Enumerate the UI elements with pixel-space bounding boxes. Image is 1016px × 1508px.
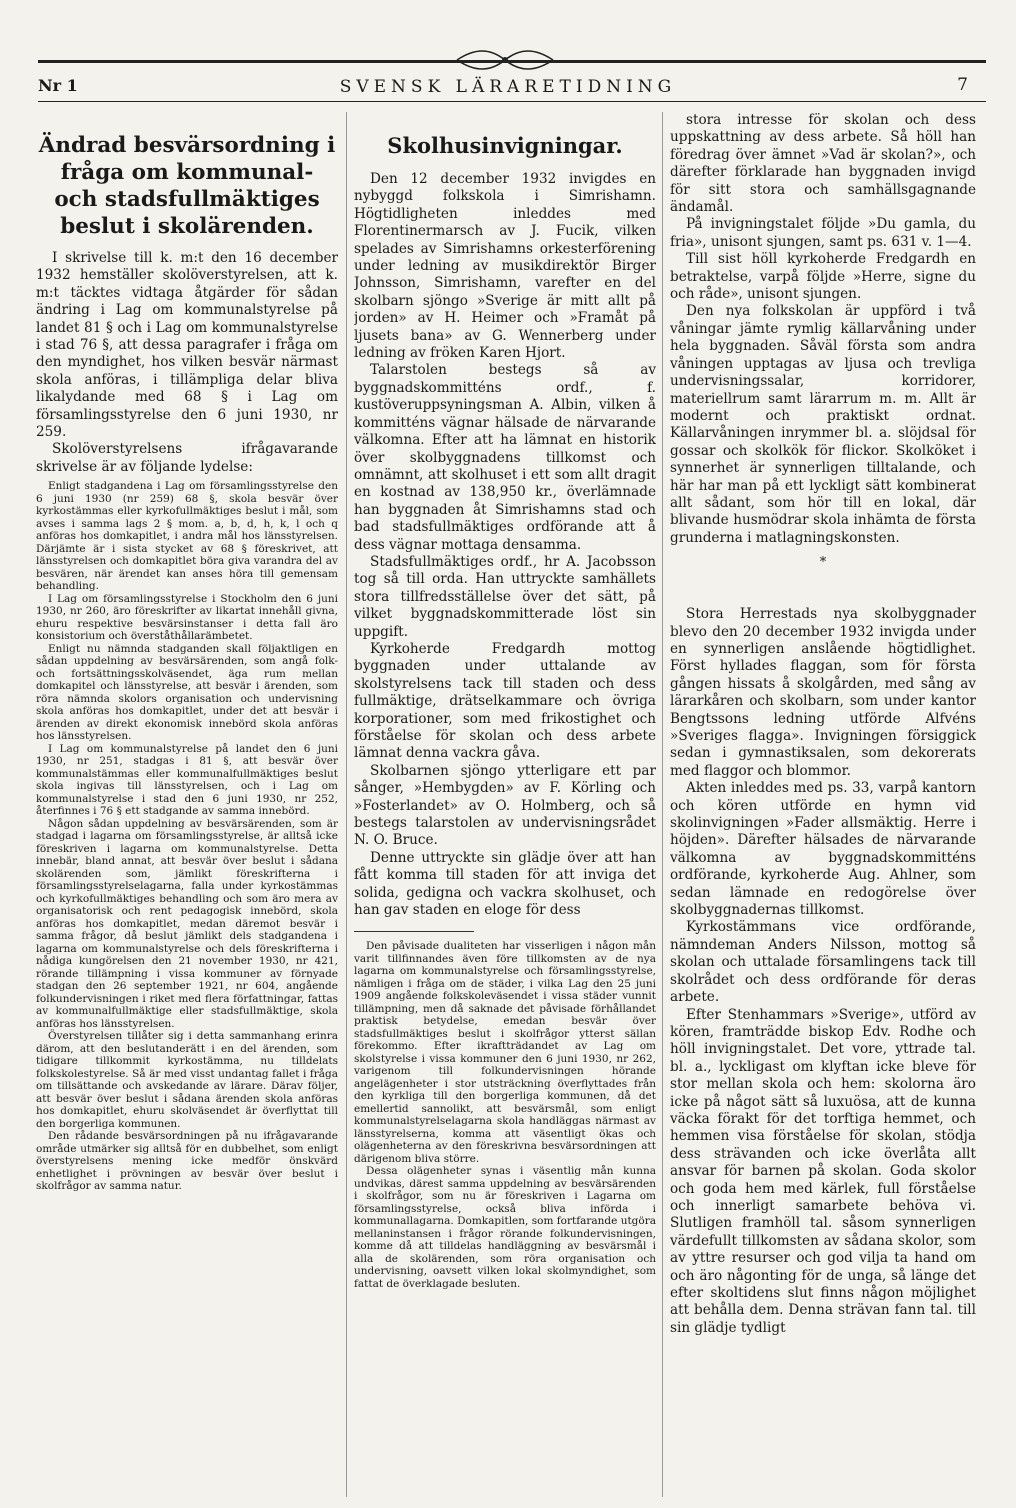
paragraph: Skolöverstyrelsens ifrågavarande skrivelse är av följande lydelse: xyxy=(36,441,338,475)
column-separator xyxy=(346,112,347,1497)
article-body xyxy=(354,171,656,919)
paragraph: Den 12 december 1932 invigdes en nybyggd folkskola i Simrishamn. Högtidligheten inleddes med Florentinermarsch av J. Fucik, vilken spelades av Simrishamns orkesterförening under ledning av musikdirektör Birger Johnsson, Simrishamn, varefter en del skolbarn sjöngo »Sverige är mitt allt på jorden» av H. Heimer och »Framåt på ljusets bana» av G. Wennerberg under ledning av fröken Karen Hjort. xyxy=(354,171,656,362)
small-paragraph: Enligt nu nämnda stadganden skall följaktligen en sådan uppdelning av besvärsärenden, som angå folk- och fortsättningsskolväsendet, äga rum mellan domkapitel och länsstyrelse, att besvär i ärenden, som röra nämnda skolors organisation och undervisning skola anföras hos domkapitlet, under det att besvär i ärenden av direkt ekonomisk innebörd skola anföras hos länsstyrelsen. xyxy=(36,642,338,743)
divider xyxy=(354,931,474,932)
column-2 xyxy=(354,112,656,1497)
page-number: 7 xyxy=(957,75,968,95)
paragraph: Skolbarnen sjöngo ytterligare ett par sånger, »Hembygden» av F. Körling och »Fosterlandet» av O. Holmberg, och så bestegs talarstolen av undervisningsrådet N. O. Bruce. xyxy=(354,762,656,849)
small-paragraph: Enligt stadgandena i Lag om församlingsstyrelse den 6 juni 1930 (nr 259) 68 §, skola besvär över kyrkostämmas eller kyrkofullmäktiges beslut i mål, som avses i samma lags 2 § mom. a, b, d, h, k, l och q anföras hos domkapitlet, i andra mål hos länsstyrelsen. Därjämte är i sista stycket av 68 § föreskrivet, att länsstyrelsen och domkapitlet böra giva varandra del av besvären, när ärendet kan anses höra till gemensam behandling. xyxy=(36,480,338,593)
article-body-continued xyxy=(670,112,976,547)
article-body-second xyxy=(670,606,976,1337)
newspaper-title: SVENSK LÄRARETIDNING xyxy=(339,77,677,97)
small-paragraph: Överstyrelsen tillåter sig i detta sammanhang erinra därom, att den beslutanderätt i en del ärenden, som tidigare tillkommit kyrkostämma, nu tilldelats folkskolestyrelse. Så är med visst undantag fallet i fråga om tillsättande och avskedande av lärare. Därav följer, att besvär över beslut i sådana ärenden skola anföras hos domkapitlet, ehuru skolväsendet är överflyttat till den borgerliga kommunen. xyxy=(36,1030,338,1130)
paragraph: Stadsfullmäktiges ordf., hr A. Jacobsson tog så till orda. Han uttryckte samhällets stora tillfredsställelse över det sätt, på vilket byggnadskommitterade löst sin uppgift. xyxy=(354,553,656,640)
paragraph: På invigningstalet följde »Du gamla, du fria», unisont sjungen, samt ps. 631 v. 1—4. xyxy=(670,216,976,250)
paragraph: Denne uttryckte sin glädje över att han fått komma till staden för att inviga det solida, gedigna och vackra skolhuset, och han gav staden en eloge för dess xyxy=(354,849,656,919)
small-paragraph: Dessa olägenheter synas i väsentlig mån kunna undvikas, därest samma uppdelning av besvärsärenden i skolfrågor, som nu är föreskriven i Lagarna om församlingsstyrelse, också bliva införda i kommunallagarna. Domkapitlen, som fortfarande utgöra mellaninstansen i frågor rörande folkundervisningen, komme då att tilldelas handläggning av besvärsmål i alla de skolärenden, som röra organisation och undervisning, oavsett vilken lokal skolmyndighet, som fattat de överklagade besluten. xyxy=(354,1165,656,1290)
small-paragraph: I Lag om kommunalstyrelse på landet den 6 juni 1930, nr 251, stadgas i 81 §, att besvär över kommunalstämmas eller kommunalfullmäktiges beslut skola ingivas till länsstyrelsen, och i Lag om kommunalstyrelse i stad den 6 juni 1930, nr 252, återfinnes i 76 § ett stadgande av samma innebörd. xyxy=(36,742,338,818)
quoted-letter xyxy=(36,480,338,1193)
paragraph: Kyrkoherde Fredgardh mottog byggnaden under uttalande av skolstyrelsens tack till staden och dess fullmäktige, drätselkammare och övriga korporationer, som med frikostighet och förståelse för skolan och dess arbete lämnat denna vackra gåva. xyxy=(354,640,656,762)
paragraph: Den nya folkskolan är uppförd i två våningar jämte rymlig källarvåning under hela byggnaden. Såväl första som andra våningen upptagas av ljusa och trevliga undervisningssalar, korridorer, materiellrum samt lärarrum m. m. Allt är modernt och praktiskt ordnat. Källarvåningen inrymmer bl. a. slöjdsal för gossar och skolkök för flickor. Skolköket i synnerhet är synnerligen tilltalande, och här har man på ett lyckligt sätt kombinerat allt sådant, som hör till en lokal, där blivande husmödrar skola inhämta de första grunderna i matlagningskonsten. xyxy=(670,303,976,546)
paragraph: Akten inleddes med ps. 33, varpå kantorn och kören utförde en hymn vid skolinvigningen »Fader allsmäktig. Herre i höjden». Därefter hälsades de närvarande välkomna av byggnadskommitténs ordförande, kyrkoherde Aug. Ahlner, som sedan lämnade en redogörelse över skolbyggnadernas tillkomst. xyxy=(670,780,976,919)
header-bottom-rule xyxy=(38,101,986,102)
paragraph: Kyrkostämmans vice ordförande, nämndeman Anders Nilsson, mottog så skolan och uttalade församlingens tack till skolrådet och dess ordförande för deras arbete. xyxy=(670,919,976,1006)
issue-number: Nr 1 xyxy=(38,76,78,95)
article-body xyxy=(36,250,338,476)
small-paragraph: I Lag om församlingsstyrelse i Stockholm den 6 juni 1930, nr 260, äro föreskrifter av likartat innehåll givna, ehuru respektive besvärsinstanser i detta fall äro konsistorium och överståthållarämbetet. xyxy=(36,592,338,643)
quoted-letter-continued xyxy=(354,940,656,1290)
column-1 xyxy=(36,112,338,1497)
section-separator: * xyxy=(819,555,827,571)
article-heading: Skolhusinvigningar. xyxy=(387,133,623,158)
small-paragraph: Den rådande besvärsordningen på nu ifrågavarande område utmärker sig alltså för en dubbelhet, som enligt överstyrelsens mening icke medför önskvärd enhetlighet i prövningen av besvär över beslut i skolfrågor av samma natur. xyxy=(36,1130,338,1193)
paragraph: stora intresse för skolan och dess uppskattning av dess arbete. Så höll han föredrag över ämnet »Vad är skolan?», och därefter förklarade han byggnaden invigd för sitt stora och samhällsgagnande ändamål. xyxy=(670,112,976,216)
column-separator xyxy=(662,112,663,1497)
small-paragraph: Den påvisade dualiteten har visserligen i någon mån varit tillfinnandes även före tillkomsten av de nya lagarna om kommunalstyrelse och församlingsstyrelse, nämligen i fråga om de städer, i vilka Lag den 25 juni 1909 angående folkskoleväsendet i vissa städer vunnit tillämpning, men då saknade det påvisade förhållandet praktisk betydelse, emedan besvär över stadsfullmäktiges beslut i skolfrågor ytterst sällan förekommo. Efter ikraftträdandet av Lag om skolstyrelse i vissa kommuner den 6 juni 1930, nr 262, varigenom till folkundervisningen hörande angelägenheter i stor utsträckning överflyttades från den kyrkliga till den borgerliga kommunen, då det emellertid sannolikt, att besvärsmål, som enligt kommunalstyrelselagarna skola handläggas närmast av länsstyrelserna, komma att väsentligt ökas och olägenheterna av den föreskrivna besvärsordningen att därigenom bliva större. xyxy=(354,940,656,1165)
paragraph: I skrivelse till k. m:t den 16 december 1932 hemställer skolöverstyrelsen, att k. m:t täcktes vidtaga åtgärder för sådan ändring i Lag om kommunalstyrelse på landet 81 § och i Lag om kommunalstyrelse i stad 76 §, att dessa paragrafer i fråga om den myndighet, hos vilken besvär närmast skola anföras, i tillämpliga delar bliva likalydande med 68 § i Lag om församlingsstyrelse den 6 juni 1930, nr 259. xyxy=(36,250,338,441)
paragraph: Stora Herrestads nya skolbyggnader blevo den 20 december 1932 invigda under en synnerligen anslående högtidlighet. Först hyllades flaggan, som för första gången hissats å skolgården, med sång av lärarkåren och skolbarn, som under kantor Bengtssons ledning utförde Alfvéns »Sveriges flagga». Invigningen försiggick sedan i gymnastiksalen, som dekorerats med flaggor och blommor. xyxy=(670,606,976,779)
paragraph: Till sist höll kyrkoherde Fredgardh en betraktelse, varpå följde »Herre, signe du och råde», unisont sjungen. xyxy=(670,251,976,303)
paragraph: Talarstolen bestegs så av byggnadskommitténs ordf., f. kustöveruppsyningsman A. Albin, vilken å kommitténs vägnar hälsade de närvarande välkomna. Efter att ha lämnat en historik över skolbyggnadens tillkomst och omnämnt, att skolhuset i ett som allt dragit en kostnad av 138,950 kr., överlämnade han byggnaden åt Simrishamns stad och bad stadsfullmäktiges ordförande att å dess vägnar mottaga densamma. xyxy=(354,362,656,553)
small-paragraph: Någon sådan uppdelning av besvärsärenden, som är stadgad i lagarna om församlingsstyrelse, är alltså icke föreskriven i lagarna om kommunalstyrelse. Detta innebär, bland annat, att besvär över beslut i sådana skolärenden som, jämlikt föreskrifterna i församlingsstyrelselagarna, falla under kyrkostämmas och kyrkofullmäktiges behandling och som äro mera av organisatorisk och rent pedagogisk innebörd, skola anföras hos domkapitlet, medan däremot besvär i samma frågor, då beslut jämlikt dels stadgandena i lagarna om kommunalstyrelse och dels föreskrifterna i nådiga kungörelsen den 21 november 1930, nr 421, rörande tillämpning i vissa kommuner av förnyade stadgan den 26 september 1921, nr 604, angående folkundervisningen i riket med flera författningar, fattas av kommunalfullmäktige eller stadsfullmäktige, skola anföras hos länsstyrelsen. xyxy=(36,817,338,1030)
column-3 xyxy=(670,112,976,1497)
header-ornament-icon xyxy=(455,46,555,74)
article-heading: Ändrad besvärsordning i fråga om kommunal- och stadsfullmäktiges beslut i skolärenden. xyxy=(38,133,336,239)
paragraph: Efter Stenhammars »Sverige», utförd av kören, framträdde biskop Edv. Rodhe och höll invigningstalet. Det vore, yttrade tal. bl. a., lyckligast om klyftan icke bleve för stor mellan skola och hem: skolorna äro icke på något sätt så luxuösa, att de kunna väcka förakt för det torftiga hemmet, och hemmen visa förståelse för skolan, stödja dess strävanden och icke överlåta allt ansvar för barnen på skolan. Goda skolor och goda hem med kärlek, full förståelse och innerligt samarbete behöva vi. Slutligen framhöll tal. såsom synnerligen värdefullt tillkomsten av sådana skolor, som av yttre resurser och god vilja ta hand om och äro någonting för de unga, så länge det efter skoltidens slut finns någon möjlighet att behålla dem. Denna strävan fann tal. till sin glädje tydligt xyxy=(670,1006,976,1336)
